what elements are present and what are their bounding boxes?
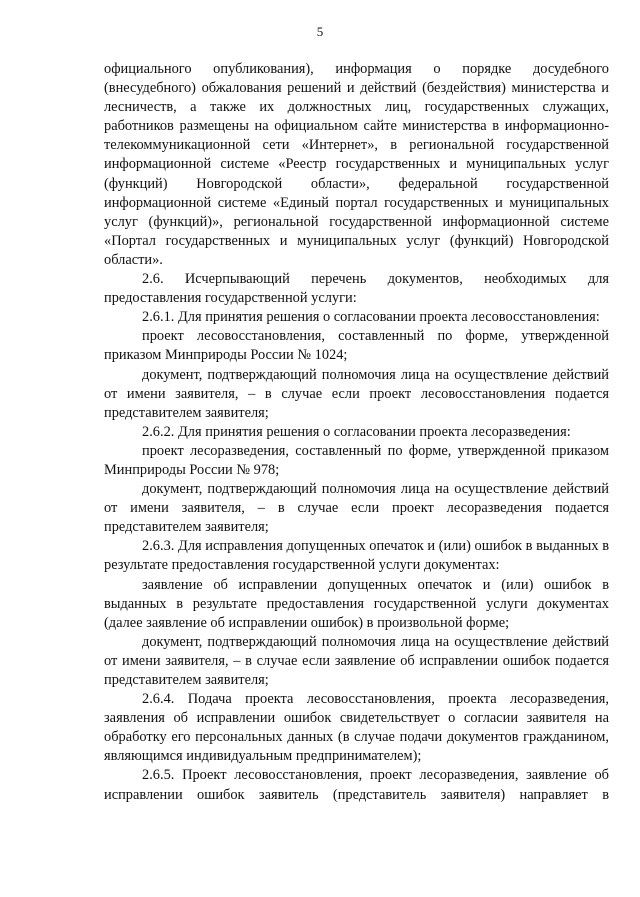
paragraph-2-6-1: 2.6.1. Для принятия решения о согласовании проекта лесовосстановления: bbox=[142, 309, 600, 326]
paragraph-publication-info: официального опубликования), информация о порядке досудебного (внесудебного) обжалования решений и действий (бездействия) министерства и лесничеств, а также их должностных лиц, государственных служащих, работников размещены на официальном сайте министерства в информационно-телекоммуникационной сети «Интернет», в региональной государственной информационной системе «Реестр государственных и муниципальных услуг (функций) Новгородской области», федеральной государственной информационной системе «Единый портал государственных и муниципальных услуг (функций)», региональной государственной информационной системе «Портал государственных и муниципальных услуг (функций) Новгородской области». bbox=[104, 61, 609, 268]
paragraph-error-correction-application: заявление об исправлении допущенных опечаток и (или) ошибок в выданных в результате предоставления государственной услуги документах (далее заявление об исправлении ошибок) в произвольной форме; bbox=[104, 576, 609, 631]
paragraph-2-6-2: 2.6.2. Для принятия решения о согласовании проекта лесоразведения: bbox=[142, 423, 571, 440]
paragraph-authority-document-2: документ, подтверждающий полномочия лица на осуществление действий от имени заявителя, – в случае если проект лесоразведения подается представителем заявителя; bbox=[104, 481, 609, 536]
paragraph-2-6-4: 2.6.4. Подача проекта лесовосстановления, проекта лесоразведения, заявления об исправлении ошибок свидетельствует о согласии заявителя на обработку его персональных данных (в случае подачи документов гражданином, являющимся индивидуальным предпринимателем); bbox=[104, 691, 609, 765]
paragraph-authority-document-3: документ, подтверждающий полномочия лица на осуществление действий от имени заявителя, – в случае если заявление об исправлении ошибок подается представителем заявителя; bbox=[104, 633, 609, 688]
paragraph-2-6-3: 2.6.3. Для исправления допущенных опечаток и (или) ошибок в выданных в результате предоставления государственной услуги документах: bbox=[104, 538, 609, 574]
paragraph-afforestation-project: проект лесоразведения, составленный по форме, утвержденной приказом Минприроды России № 978; bbox=[104, 442, 609, 478]
paragraph-2-6-heading: 2.6. Исчерпывающий перечень документов, необходимых для предоставления государственной услуги: bbox=[104, 271, 609, 307]
paragraph-reforestation-project: проект лесовосстановления, составленный по форме, утвержденной приказом Минприроды России № 1024; bbox=[104, 328, 609, 364]
paragraph-authority-document-1: документ, подтверждающий полномочия лица на осуществление действий от имени заявителя, – в случае если проект лесовосстановления подается представителем заявителя; bbox=[104, 366, 609, 421]
paragraph-2-6-5: 2.6.5. Проект лесовосстановления, проект лесоразведения, заявление об исправлении ошибок заявитель (представитель заявителя) направляет в bbox=[104, 767, 609, 803]
document-body bbox=[104, 60, 609, 805]
page-number: 5 bbox=[316, 24, 324, 39]
